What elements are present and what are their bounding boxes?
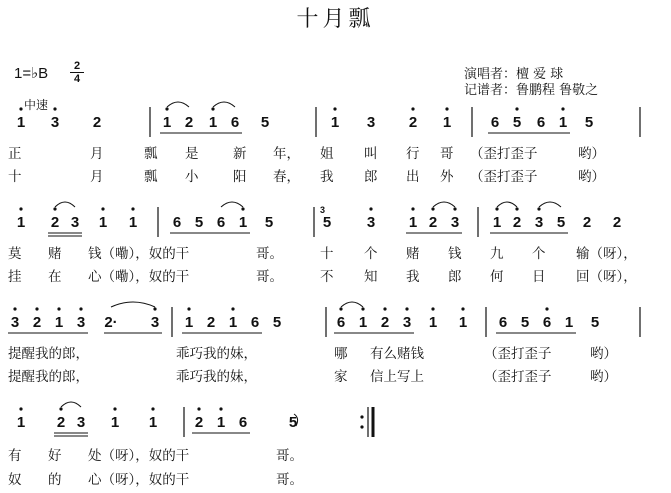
- octave-dot: [369, 207, 372, 210]
- note: 5: [584, 114, 594, 131]
- tie-slur: [341, 302, 363, 307]
- octave-dot: [339, 307, 342, 310]
- octave-dot: [405, 307, 408, 310]
- octave-dot: [537, 207, 540, 210]
- octave-dot: [53, 207, 56, 210]
- note: 1: [16, 414, 26, 431]
- octave-dot: [19, 207, 22, 210]
- lyric-syllable: 乖巧我的妹，: [176, 346, 257, 362]
- note: 6: [250, 314, 260, 331]
- note: 2: [56, 414, 66, 431]
- lyric-syllable: 哥。: [256, 269, 283, 285]
- octave-dot: [561, 107, 564, 110]
- tie-slur: [539, 202, 561, 207]
- note: 6: [238, 414, 248, 431]
- octave-dot: [13, 307, 16, 310]
- lyric-syllable: 哥。: [276, 472, 303, 488]
- note: 5: [260, 114, 270, 131]
- repeat-dot: [360, 425, 363, 428]
- note: 1: [216, 414, 226, 431]
- note: 3: [70, 214, 80, 231]
- lyric-syllable: 十: [320, 246, 334, 262]
- note: 5: [512, 114, 522, 131]
- lyric-syllable: 阳: [233, 169, 247, 185]
- lyric-syllable: 出: [406, 169, 420, 185]
- note: 1: [458, 314, 468, 331]
- octave-dot: [165, 107, 168, 110]
- lyric-syllable: 我: [406, 269, 420, 285]
- octave-dot: [495, 207, 498, 210]
- octave-dot: [151, 407, 154, 410]
- lyric-syllable: 信上写上: [370, 369, 424, 385]
- octave-dot: [19, 407, 22, 410]
- lyric-syllable: 外: [440, 169, 454, 185]
- lyric-syllable: 瓢: [144, 169, 158, 185]
- note: 2: [612, 214, 622, 231]
- lyric-syllable: 不: [320, 269, 334, 285]
- note: 1: [358, 314, 368, 331]
- singer-credit: 演唱者：檀 爱 球: [464, 67, 564, 82]
- note: 5: [322, 214, 332, 231]
- note: 1: [238, 214, 248, 231]
- lyric-syllable: 哟）: [590, 346, 617, 362]
- lyric-syllable: 瓢: [144, 146, 158, 162]
- octave-dot: [211, 107, 214, 110]
- tie-slur: [221, 202, 243, 207]
- note: 1: [558, 114, 568, 131]
- note: 1: [16, 114, 26, 131]
- note: 5: [272, 314, 282, 331]
- note: 1: [492, 214, 502, 231]
- lyric-syllable: 有: [8, 448, 22, 464]
- note: 5: [590, 314, 600, 331]
- lyric-syllable: 月: [90, 146, 104, 162]
- note: 6: [490, 114, 500, 131]
- lyric-syllable: 日: [532, 269, 546, 285]
- lyric-syllable: 小: [185, 169, 199, 185]
- octave-dot: [113, 407, 116, 410]
- lyric-syllable: 输（呀），: [576, 246, 637, 262]
- note: 1: [208, 114, 218, 131]
- note: 6: [536, 114, 546, 131]
- lyric-syllable: 的: [48, 472, 62, 488]
- lyric-syllable: 正: [8, 146, 22, 162]
- note: 6: [336, 314, 346, 331]
- lyric-syllable: 提醒我的郎，: [8, 346, 89, 362]
- note: 1: [228, 314, 238, 331]
- lyric-syllable: 好: [48, 448, 62, 464]
- lyric-syllable: 回（呀），: [576, 269, 637, 285]
- tie-slur: [167, 102, 189, 107]
- note: 2: [380, 314, 390, 331]
- lyric-syllable: 行: [406, 146, 420, 162]
- lyric-syllable: 郎: [448, 269, 462, 285]
- lyric-syllable: 钱: [448, 246, 462, 262]
- glissando-mark: [294, 414, 298, 426]
- note: 3: [150, 314, 160, 331]
- note: 1: [428, 314, 438, 331]
- note: 1: [408, 214, 418, 231]
- note: 1: [184, 314, 194, 331]
- note: 5: [264, 214, 274, 231]
- lyric-syllable: 在: [48, 269, 62, 285]
- song-title: 十月瓢: [296, 7, 375, 32]
- note: 1: [162, 114, 172, 131]
- lyric-syllable: 赌: [48, 246, 62, 262]
- lyric-syllable: 叫: [364, 146, 378, 162]
- note: 3: [76, 314, 86, 331]
- octave-dot: [19, 107, 22, 110]
- octave-dot: [53, 107, 56, 110]
- octave-dot: [79, 307, 82, 310]
- lyric-syllable: 心（呀），奴的干: [88, 472, 190, 488]
- lyric-syllable: 个: [532, 246, 546, 262]
- octave-dot: [101, 207, 104, 210]
- lyric-syllable: 乖巧我的妹，: [176, 369, 257, 385]
- note: 5: [556, 214, 566, 231]
- lyric-syllable: 何: [490, 269, 504, 285]
- lyric-syllable: 家: [334, 369, 348, 385]
- octave-dot: [383, 307, 386, 310]
- lyric-syllable: 处（呀），奴的干: [88, 448, 190, 464]
- note: 2: [32, 314, 42, 331]
- note: 2: [184, 114, 194, 131]
- lyric-syllable: 我: [320, 169, 334, 185]
- lyric-syllable: 哥。: [256, 246, 283, 262]
- octave-dot: [515, 107, 518, 110]
- octave-dot: [131, 207, 134, 210]
- note: 1: [330, 114, 340, 131]
- lyric-syllable: 赌: [406, 246, 420, 262]
- key-signature: 1=♭B: [14, 65, 49, 82]
- lyric-syllable: 挂: [8, 269, 22, 285]
- note: 2: [582, 214, 592, 231]
- octave-dot: [197, 407, 200, 410]
- octave-dot: [545, 307, 548, 310]
- note: 6: [230, 114, 240, 131]
- meter-bottom: 4: [73, 73, 81, 85]
- tie-slur: [111, 302, 155, 307]
- note: 2: [92, 114, 102, 131]
- note: 2: [50, 214, 60, 231]
- octave-dot: [153, 307, 156, 310]
- note: 1: [564, 314, 574, 331]
- note: 3: [10, 314, 20, 331]
- tie-slur: [55, 202, 75, 207]
- note: 1: [16, 214, 26, 231]
- note: 5: [288, 414, 298, 431]
- tie-slur: [433, 202, 455, 207]
- octave-dot: [453, 207, 456, 210]
- note: 3: [366, 214, 376, 231]
- octave-dot: [241, 207, 244, 210]
- octave-dot: [515, 207, 518, 210]
- octave-dot: [59, 407, 62, 410]
- octave-dot: [219, 407, 222, 410]
- note: 3: [76, 414, 86, 431]
- lyric-syllable: 新: [233, 146, 247, 162]
- lyric-syllable: 心（嘞），奴的干: [88, 269, 190, 285]
- octave-dot: [411, 207, 414, 210]
- note: 3: [402, 314, 412, 331]
- octave-dot: [461, 307, 464, 310]
- notator-credit: 记谱者：鲁鹏程 鲁敬之: [464, 83, 599, 98]
- lyric-syllable: 个: [364, 246, 378, 262]
- note: 1: [54, 314, 64, 331]
- lyric-syllable: 哟）: [590, 369, 617, 385]
- lyric-syllable: 莫: [8, 246, 22, 262]
- note: 6: [542, 314, 552, 331]
- note: 1: [442, 114, 452, 131]
- note: 3: [534, 214, 544, 231]
- lyric-syllable: 奴: [8, 472, 22, 488]
- lyric-syllable: 九: [490, 246, 504, 262]
- tie-slur: [61, 402, 81, 407]
- lyric-syllable: 哪: [334, 346, 348, 362]
- octave-dot: [445, 107, 448, 110]
- lyric-syllable: 哟）: [578, 146, 605, 162]
- octave-dot: [187, 307, 190, 310]
- tie-slur: [213, 102, 235, 107]
- octave-dot: [35, 307, 38, 310]
- note: 2: [206, 314, 216, 331]
- octave-dot: [431, 207, 434, 210]
- note: 2: [428, 214, 438, 231]
- lyric-syllable: 年，: [273, 146, 300, 162]
- lyric-syllable: （歪打歪子: [484, 346, 552, 362]
- lyric-syllable: 有么赌钱: [370, 346, 424, 362]
- lyric-syllable: 春，: [273, 169, 300, 185]
- note: 2: [408, 114, 418, 131]
- note: 5: [520, 314, 530, 331]
- note: 6: [498, 314, 508, 331]
- lyric-syllable: （歪打歪子: [484, 369, 552, 385]
- tie-slur: [497, 202, 517, 207]
- repeat-dot: [360, 415, 363, 418]
- note: 2: [194, 414, 204, 431]
- meter-top: 2: [70, 60, 84, 73]
- note: 3: [450, 214, 460, 231]
- lyric-syllable: 哟）: [578, 169, 605, 185]
- grace-note: 3: [320, 205, 326, 215]
- lyric-syllable: （歪打歪子: [470, 146, 538, 162]
- lyric-syllable: 十: [8, 169, 22, 185]
- tempo-marking: 中速: [24, 98, 49, 112]
- lyric-syllable: 是: [185, 146, 199, 162]
- note: 3: [50, 114, 60, 131]
- lyric-syllable: 哥。: [276, 448, 303, 464]
- lyric-syllable: 钱（嘞），奴的干: [88, 246, 190, 262]
- octave-dot: [57, 307, 60, 310]
- lyric-syllable: 月: [90, 169, 104, 185]
- note: 1: [148, 414, 158, 431]
- lyric-syllable: （歪打歪子: [470, 169, 538, 185]
- note: 5: [194, 214, 204, 231]
- lyric-syllable: 提醒我的郎，: [8, 369, 89, 385]
- octave-dot: [231, 307, 234, 310]
- note: 2: [512, 214, 522, 231]
- note: 1: [128, 214, 138, 231]
- note: 6: [216, 214, 226, 231]
- note: 3: [366, 114, 376, 131]
- lyric-syllable: 知: [364, 269, 378, 285]
- lyric-syllable: 姐: [320, 146, 334, 162]
- lyric-syllable: 哥: [440, 146, 454, 162]
- octave-dot: [411, 107, 414, 110]
- note: 2·: [104, 314, 118, 331]
- octave-dot: [333, 107, 336, 110]
- note: 1: [110, 414, 120, 431]
- lyric-syllable: 郎: [364, 169, 378, 185]
- note: 1: [98, 214, 108, 231]
- note: 6: [172, 214, 182, 231]
- octave-dot: [431, 307, 434, 310]
- octave-dot: [361, 307, 364, 310]
